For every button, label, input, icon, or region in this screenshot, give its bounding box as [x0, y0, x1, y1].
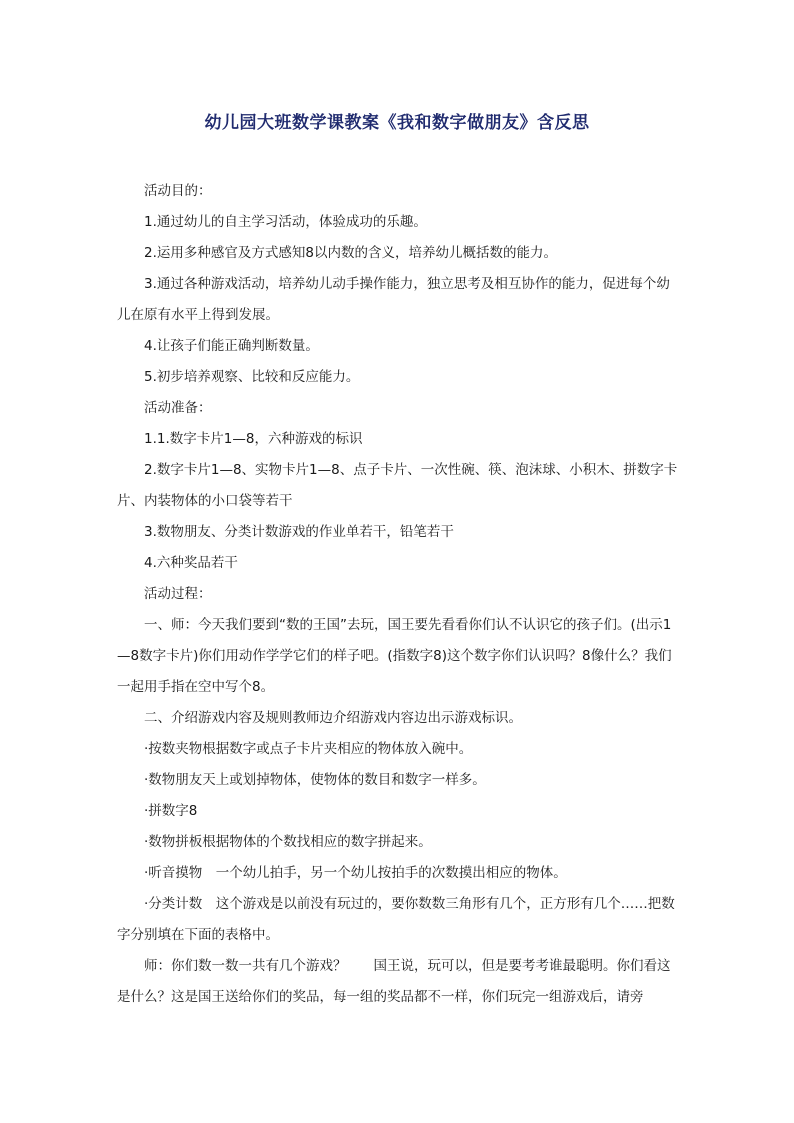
- document-title: 幼儿园大班数学课教案《我和数字做朋友》含反思: [204, 113, 590, 133]
- preparation-item: 4.六种奖品若干: [144, 555, 238, 571]
- game-item: ·分类计数 这个游戏是以前没有玩过的，要你数数三角形有几个，正方形有几个……把数字分别填在下面的表格中。: [117, 896, 675, 943]
- game-item: ·拼数字8: [144, 803, 198, 819]
- objective-item: 3.通过各种游戏活动，培养幼儿动手操作能力，独立思考及相互协作的能力，促进每个幼儿在原有水平上得到发展。: [117, 276, 670, 323]
- section-heading-process: 活动过程：: [144, 586, 212, 602]
- game-item: ·数物拼板根据物体的个数找相应的数字拼起来。: [144, 834, 432, 850]
- preparation-item: 3.数物朋友、分类计数游戏的作业单若干，铅笔若干: [144, 524, 454, 540]
- objective-item: 5.初步培养观察、比较和反应能力。: [144, 369, 360, 385]
- process-paragraph: 二、介绍游戏内容及规则教师边介绍游戏内容边出示游戏标识。: [144, 710, 522, 726]
- preparation-item: 1.1.数字卡片1—8，六种游戏的标识: [144, 431, 363, 447]
- objective-item: 4.让孩子们能正确判断数量。: [144, 338, 319, 354]
- game-item: ·按数夹物根据数字或点子卡片夹相应的物体放入碗中。: [144, 741, 473, 757]
- preparation-item: 2.数字卡片1—8、实物卡片1—8、点子卡片、一次性碗、筷、泡沫球、小积木、拼数字卡片、内装物体的小口袋等若干: [117, 462, 678, 509]
- process-paragraph: 一、师：今天我们要到“数的王国”去玩，国王要先看看你们认不认识它的孩子们。(出示1—8数字卡片)你们用动作学学它们的样子吧。(指数字8)这个数字你们认识吗？8像什么？我们一起用手指在空中写个8。: [117, 617, 672, 695]
- objective-item: 2.运用多种感官及方式感知8以内数的含义，培养幼儿概括数的能力。: [144, 245, 557, 261]
- process-paragraph: 师：你们数一数一共有几个游戏？ 国王说，玩可以，但是要考考谁最聪明。你们看这是什么？这是国王送给你们的奖品，每一组的奖品都不一样，你们玩完一组游戏后，请旁: [117, 958, 671, 1005]
- document-body: [117, 176, 679, 1013]
- game-item: ·听音摸物 一个幼儿拍手，另一个幼儿按拍手的次数摸出相应的物体。: [144, 865, 567, 881]
- section-heading-preparation: 活动准备：: [144, 400, 212, 416]
- section-heading-objectives: 活动目的：: [144, 183, 212, 199]
- game-item: ·数物朋友天上或划掉物体，使物体的数目和数字一样多。: [144, 772, 486, 788]
- objective-item: 1.通过幼儿的自主学习活动，体验成功的乐趣。: [144, 214, 427, 230]
